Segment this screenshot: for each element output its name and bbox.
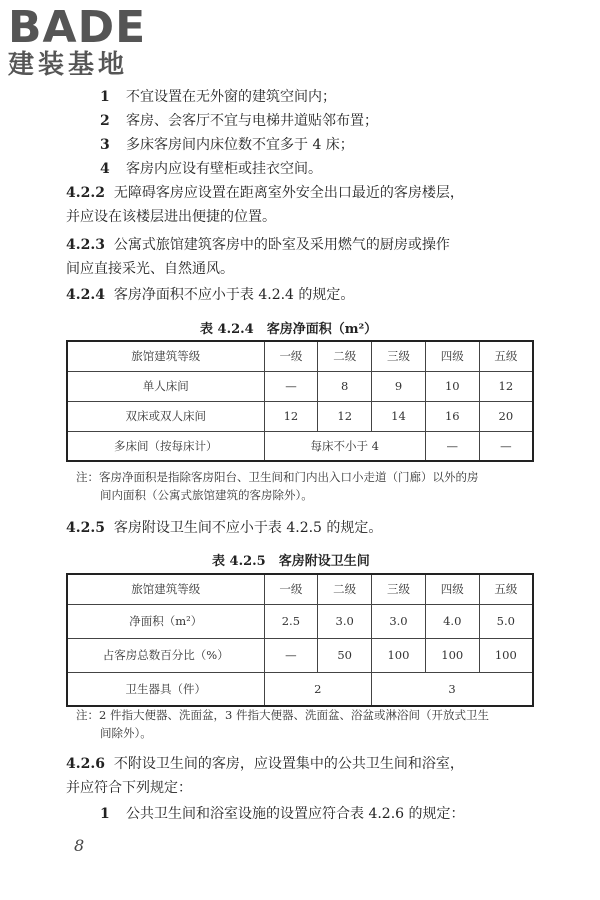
table-cell: 净面积（m²） [67,604,264,638]
clause-4-2-4 [66,285,354,305]
table-cell: 2 [264,672,372,706]
table-cell: 14 [372,401,426,431]
table-row [67,431,533,461]
list-item [100,87,336,107]
item-number: 4 [100,161,110,177]
table-header-cell: 一级 [264,574,318,604]
bathroom-table [66,573,534,707]
table-cell: 多床间（按每床计） [67,431,264,461]
page-number: 8 [74,836,85,855]
table-cell: 2.5 [264,604,318,638]
table-note [76,706,489,742]
table-header-cell: 五级 [479,341,533,371]
note-line: 间除外）。 [100,726,152,740]
net-area-table [66,340,534,462]
clause-text-continued: 并应符合下列规定： [66,780,192,796]
table-header-cell: 三级 [372,341,426,371]
table-cell: 每床不小于 4 [264,431,425,461]
table-row [67,401,533,431]
table-cell: 4.0 [425,604,479,638]
table-cell: 双床或双人床间 [67,401,264,431]
table-header-cell: 二级 [318,574,372,604]
list-item [100,159,322,179]
table-cell: 100 [372,638,426,672]
clause-text: 不附设卫生间的客房，应设置集中的公共卫生间和浴室， [113,756,464,772]
item-text: 客房内应设有壁柜或挂衣空间。 [126,161,322,177]
table-header-row [67,574,533,604]
note-line: 注：客房净面积是指除客房阳台、卫生间和门内出入口小走道（门廊）以外的房 [76,470,479,484]
table-cell: — [425,431,479,461]
table-row [67,371,533,401]
table-cell: 3.0 [372,604,426,638]
table-cell: 3.0 [318,604,372,638]
note-line: 间内面积（公寓式旅馆建筑的客房除外）。 [100,488,313,502]
logo-wordmark: BADE [8,2,147,53]
table-cell: — [479,431,533,461]
note-line: 注：2 件指大便器、洗面盆，3 件指大便器、洗面盆、浴盆或淋浴间（开放式卫生 [76,708,489,722]
item-text: 客房、会客厅不宜与电梯井道贴邻布置； [126,113,378,129]
clause-text-continued: 间应直接采光、自然通风。 [66,261,234,277]
table-cell: — [264,638,318,672]
clause-text: 客房附设卫生间不应小于表 4.2.5 的规定。 [113,520,383,536]
table-cell: 占客房总数百分比（%） [67,638,264,672]
list-item [100,135,354,155]
item-text: 多床客房间内床位数不宜多于 4 床； [126,137,354,153]
item-number: 1 [100,89,110,105]
table-cell: 100 [425,638,479,672]
table-row [67,604,533,638]
item-number: 2 [100,113,110,129]
clause-text: 无障碍客房应设置在距离室外安全出口最近的客房楼层， [113,185,464,201]
table-cell: 单人床间 [67,371,264,401]
item-number: 3 [100,137,110,153]
clause-number: 4.2.6 [66,756,105,772]
table-cell: 20 [479,401,533,431]
clause-text: 客房净面积不应小于表 4.2.4 的规定。 [113,287,355,303]
table-cell: 50 [318,638,372,672]
table-cell: 3 [372,672,533,706]
table-row [67,638,533,672]
table-cell: 16 [425,401,479,431]
table-note [76,468,479,504]
table-cell: 12 [264,401,318,431]
list-item [100,804,465,824]
clause-number: 4.2.2 [66,185,105,201]
table-header-cell: 旅馆建筑等级 [67,574,264,604]
table-header-cell: 四级 [425,574,479,604]
table-cell: 10 [425,371,479,401]
table-header-cell: 二级 [318,341,372,371]
table-cell: 9 [372,371,426,401]
table-header-cell: 四级 [425,341,479,371]
table-row [67,672,533,706]
item-text: 公共卫生间和浴室设施的设置应符合表 4.2.6 的规定： [126,806,465,822]
table-cell: 12 [479,371,533,401]
clause-text: 公寓式旅馆建筑客房中的卧室及采用燃气的厨房或操作 [113,237,450,253]
table-cell: — [264,371,318,401]
item-text: 不宜设置在无外窗的建筑空间内； [126,89,336,105]
table-header-cell: 一级 [264,341,318,371]
clause-4-2-2 [66,183,464,203]
table-caption: 表 4.2.5 客房附设卫生间 [212,554,370,569]
table-header-cell: 旅馆建筑等级 [67,341,264,371]
item-number: 1 [100,806,110,822]
table-cell: 100 [479,638,533,672]
brand-logo [8,2,188,84]
clause-4-2-3 [66,235,450,255]
clause-number: 4.2.5 [66,520,105,536]
table-header-cell: 三级 [372,574,426,604]
table-cell: 12 [318,401,372,431]
clause-4-2-6 [66,754,464,774]
logo-subtitle: 建装基地 [8,50,129,80]
clause-4-2-5 [66,518,382,538]
clause-number: 4.2.4 [66,287,105,303]
list-item [100,111,378,131]
table-cell: 8 [318,371,372,401]
clause-number: 4.2.3 [66,237,105,253]
table-caption: 表 4.2.4 客房净面积（m²） [200,322,378,337]
table-header-row [67,341,533,371]
table-cell: 5.0 [479,604,533,638]
clause-text-continued: 并应设在该楼层进出便捷的位置。 [66,209,276,225]
table-header-cell: 五级 [479,574,533,604]
table-cell: 卫生器具（件） [67,672,264,706]
